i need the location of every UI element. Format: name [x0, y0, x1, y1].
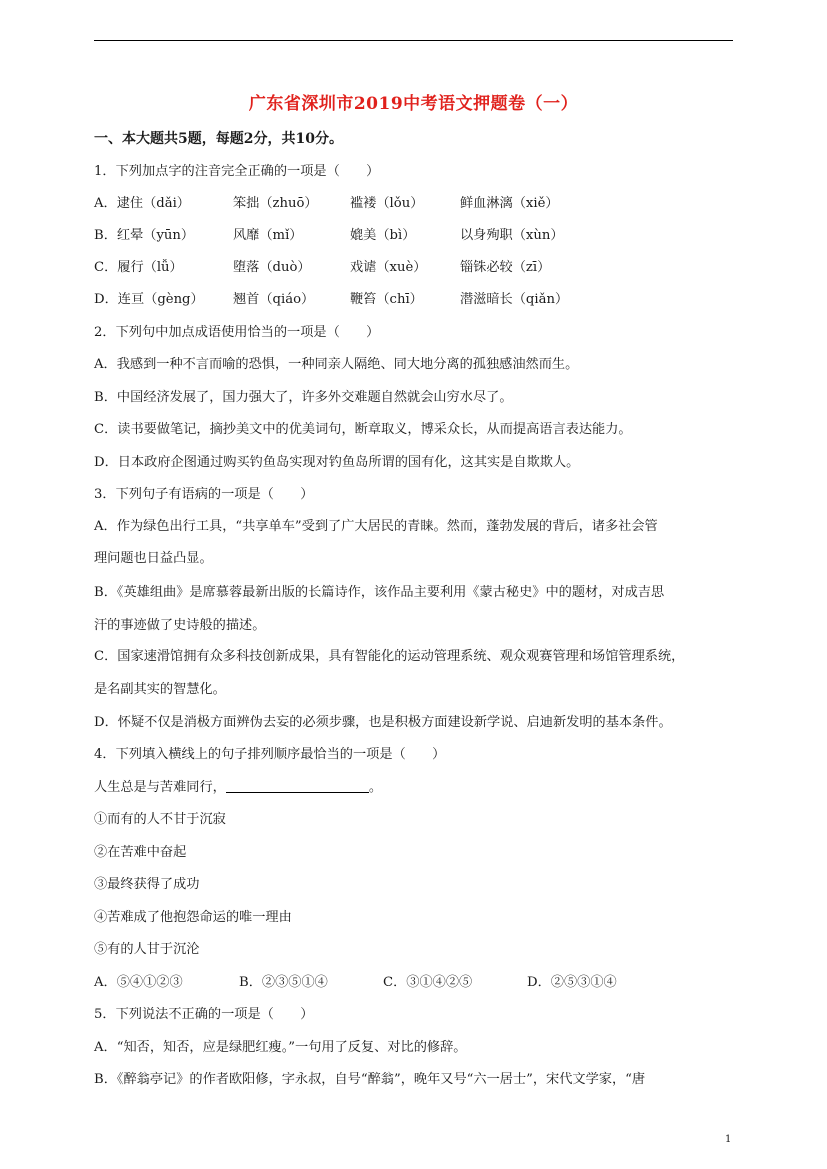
q4-choice-a: A．⑤④①②③ — [94, 975, 183, 990]
q2-option-c: C．读书要做笔记，摘抄美文中的优美词句，断章取义，博采众长，从而提高语言表达能力。 — [94, 422, 632, 437]
q1-option-a-word-4: 鲜血淋漓（xiě） — [460, 196, 559, 211]
q1-option-c-word-2: 堕落（duò） — [233, 260, 311, 275]
q5-option-a: A．“知否，知否，应是绿肥红瘦。”一句用了反复、对比的修辞。 — [94, 1040, 467, 1055]
q1-option-a-word-3: 褴褛（lǒu） — [350, 196, 424, 211]
q1-option-d-word-2: 翘首（qiáo） — [233, 292, 315, 307]
q1-option-a-word-2: 笨拙（zhuō） — [233, 196, 318, 211]
page-title: 广东省深圳市2019中考语文押题卷（一） — [248, 94, 579, 114]
q3-option-a-line-2: 理问题也日益凸显。 — [94, 551, 213, 566]
question-2-stem: 2．下列句中加点成语使用恰当的一项是（ ） — [94, 325, 380, 340]
q1-option-d: D．连亘（gèng） — [94, 292, 204, 307]
q1-option-b: B．红晕（yūn） — [94, 228, 195, 243]
q4-item-4: ④苦难成了他抱怨命运的唯一理由 — [94, 910, 292, 925]
q4-choice-b: B．②③⑤①④ — [239, 975, 328, 990]
q3-option-c-line-2: 是名副其实的智慧化。 — [94, 682, 226, 697]
question-3-stem: 3．下列句子有语病的一项是（ ） — [94, 487, 314, 502]
q1-option-c: C．履行（lǚ） — [94, 260, 183, 275]
q1-option-d-word-4: 潜滋暗长（qiǎn） — [460, 292, 569, 307]
q1-option-c-word-3: 戏谑（xuè） — [350, 260, 427, 275]
q2-option-a: A．我感到一种不言而喻的恐惧，一种同亲人隔绝、同大地分离的孤独感油然而生。 — [94, 357, 579, 372]
q1-option-a: A．逮住（dǎi） — [94, 196, 190, 211]
q3-option-d-line-1: D．怀疑不仅是消极方面辨伪去妄的必须步骤，也是积极方面建设新学说、启迪新发明的基本条件。 — [94, 715, 672, 730]
q1-option-b-word-3: 媲美（bì） — [350, 228, 416, 243]
q4-lead-text: 人生总是与苦难同行， — [94, 780, 226, 795]
q4-item-1: ①而有的人不甘于沉寂 — [94, 812, 226, 827]
q4-choice-c: C．③①④②⑤ — [383, 975, 473, 990]
q3-option-b-line-1: B．《英雄组曲》是席慕蓉最新出版的长篇诗作，该作品主要利用《蒙古秘史》中的题材，对成吉思 — [94, 585, 665, 600]
q1-option-d-word-3: 鞭笞（chī） — [350, 292, 423, 307]
question-5-stem: 5．下列说法不正确的一项是（ ） — [94, 1007, 314, 1022]
q4-item-3: ③最终获得了成功 — [94, 877, 200, 892]
header-rule — [94, 40, 733, 41]
q2-option-d: D．日本政府企图通过购买钓鱼岛实现对钓鱼岛所谓的国有化，这其实是自欺欺人。 — [94, 455, 580, 470]
q3-option-a-line-1: A．作为绿色出行工具，“共享单车”受到了广大居民的青睐。然而，蓬勃发展的背后，诸多社会管 — [94, 519, 658, 534]
section-heading: 一、本大题共5题，每题2分，共10分。 — [94, 131, 343, 147]
q4-lead-end: 。 — [368, 780, 383, 795]
q3-option-c-line-1: C．国家速滑馆拥有众多科技创新成果，具有智能化的运动管理系统、观众观赛管理和场馆管理系统， — [94, 649, 685, 664]
q1-option-c-word-4: 锱铢必较（zī） — [460, 260, 551, 275]
page-number: 1 — [725, 1134, 732, 1145]
q4-choice-d: D．②⑤③①④ — [527, 975, 617, 990]
q5-option-b: B．《醉翁亭记》的作者欧阳修，字永叔，自号“醉翁”，晚年又号“六一居士”，宋代文学家，“唐 — [94, 1072, 646, 1087]
q1-option-b-word-2: 风靡（mǐ） — [233, 228, 303, 243]
q2-option-b: B．中国经济发展了，国力强大了，许多外交难题自然就会山穷水尽了。 — [94, 390, 513, 405]
q4-item-2: ②在苦难中奋起 — [94, 845, 187, 860]
q4-lead-sentence — [94, 779, 382, 797]
question-1-stem: 1．下列加点字的注音完全正确的一项是（ ） — [94, 164, 380, 179]
q1-option-b-word-4: 以身殉职（xùn） — [460, 228, 564, 243]
q4-item-5: ⑤有的人甘于沉沦 — [94, 942, 200, 957]
question-4-stem: 4．下列填入横线上的句子排列顺序最恰当的一项是（ ） — [94, 747, 446, 762]
q3-option-b-line-2: 汗的事迹做了史诗般的描述。 — [94, 618, 266, 633]
fill-blank — [226, 780, 369, 793]
